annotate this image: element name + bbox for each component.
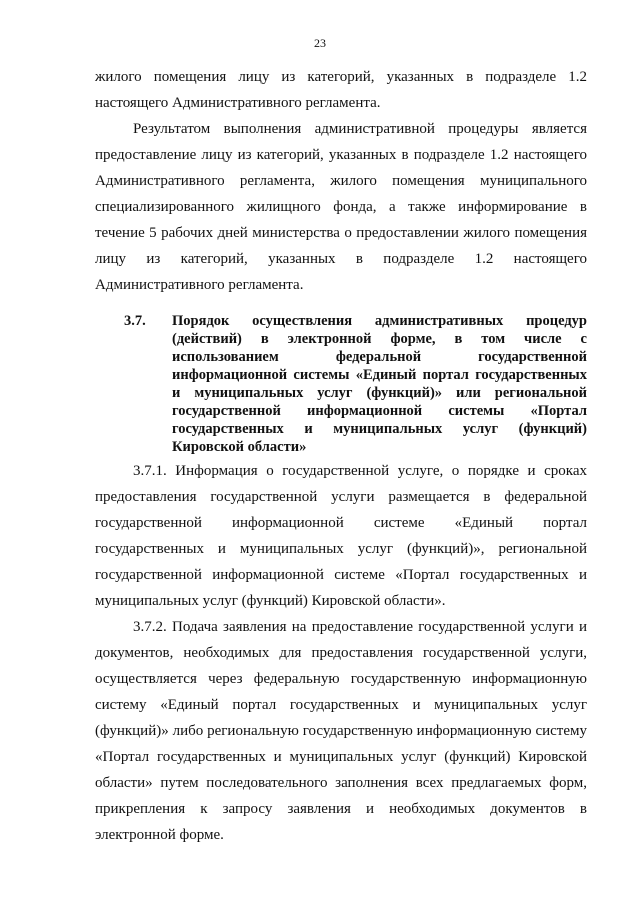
section-title: Порядок осуществления административных процедур (действий) в электронной форме, в том числе с использованием федеральной государственной информационной системы «Единый портал государственных и муниципальных услуг (функций)» или региональной государственной информационной системы «Портал государственных и муниципальных услуг (функций) Кировской области» (172, 313, 587, 455)
paragraph-result: Результатом выполнения административной процедуры является предоставление лицу из категорий, указанных в подразделе 1.2 настоящего Административного регламента, жилого помещения муниципального специализированного жилищного фонда, а также информирование в течение 5 рабочих дней министерства о предоставлении жилого помещения лицу из категорий, указанных в подразделе 1.2 настоящего Административного регламента. (95, 121, 587, 293)
page-number: 23 (314, 36, 326, 50)
paragraph-continuation: жилого помещения лицу из категорий, указанных в подразделе 1.2 настоящего Административного регламента. (95, 69, 587, 111)
paragraph-3-7-1: 3.7.1. Информация о государственной услуге, о порядке и сроках предоставления государственной услуги размещается в федеральной государственной информационной системе «Единый портал государственных и муниципальных услуг (функций)», региональной государственной информационной системе «Портал государственных и муниципальных услуг (функций) Кировской области». (95, 463, 587, 609)
paragraph-3-7-2: 3.7.2. Подача заявления на предоставление государственной услуги и документов, необходимых для предоставления государственной услуги, осуществляется через федеральную государственную информационную систему «Единый портал государственных и муниципальных услуг (функций)» либо региональную государственную информационную систему «Портал государственных и муниципальных услуг (функций) Кировской области» путем последовательного заполнения всех предлагаемых форм, прикрепления к запросу заявления и необходимых документов в электронной форме. (95, 619, 587, 843)
section-number: 3.7. (124, 313, 146, 329)
